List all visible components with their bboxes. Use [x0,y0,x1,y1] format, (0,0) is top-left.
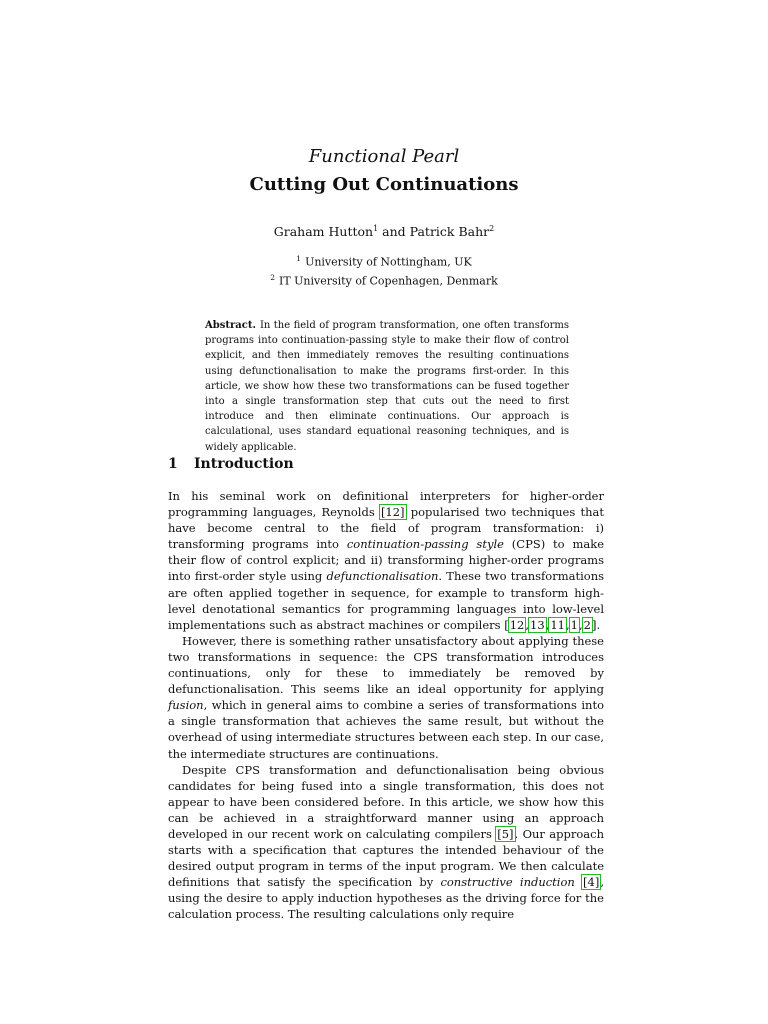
author-connector: and [378,224,410,240]
author-line [0,224,768,239]
citation-link[interactable]: [12] [380,505,405,520]
citation-link[interactable]: 1 [570,617,578,632]
paper-kicker: Functional Pearl [308,146,460,167]
section-number: 1 [168,456,178,472]
text-run: , using the desire to apply induction hypotheses as the driving force for the calculation process. The resulting calculations only require [168,875,604,922]
affiliation-mark: 2 [270,272,275,282]
emphasis: continuation-passing style [346,537,504,552]
text-run: . Our approach starts with a specification that captures the intended behaviour of the desired output program in terms of the input program. We then calculate definitions that satisfy the specification by [168,826,604,890]
text-run: Despite CPS transformation and defunctionalisation being obvious candidates for being fused into a single transformation, this does not appear to have been considered before. In this article, we show how this can be achieved in a straightforward manner using an approach developed in our recent work on calculating compilers [168,762,604,841]
citation-link[interactable]: 13 [530,617,545,632]
text-run: , which in general aims to combine a series of transformations into a single transformation that achieves the same result, but without the overhead of using intermediate structures between each step. In our case, the intermediate structures are continuations. [168,698,604,761]
section-heading [168,456,294,472]
citation-group: [12,13,11,1,2] [504,617,597,632]
citation-link[interactable]: [5] [497,826,514,841]
text-run [575,875,582,889]
text-run: However, there is something rather unsatisfactory about applying these two transformations in sequence: the CPS transformation introduces continuations, only for these to immediately be removed by defunctionalisation. This seems like an ideal opportunity for applying [168,633,604,697]
paragraph [168,633,604,762]
citation-link[interactable]: [4] [583,875,600,890]
affiliation-item [0,270,768,289]
abstract-label: Abstract. [205,320,256,331]
emphasis: constructive induction [440,875,575,890]
text-run: . These two transformations are often applied together in sequence, for example to transform high-level denotational semantics for programming languages into low-level implementations such as abstract machines or compilers [168,569,604,632]
abstract-text: In the field of program transformation, one often transforms programs into continuation-passing style to make their flow of control explicit, and then immediately removes the resulting continuations using defunctionalisation to make the programs first-order. In this article, we show how these two transformations can be fused together into a single transformation step that cuts out the need to first introduce and then eliminate continuations. Our approach is calculational, uses standard equational reasoning techniques, and is widely applicable. [205,320,569,453]
text-run: In his seminal work on definitional interpreters for higher-order programming languages, Reynolds [168,489,604,520]
text-run: (CPS) to make their flow of control explicit; and ii) transforming higher-order programs into first-order style using [168,537,604,584]
affiliation-mark: 1 [296,254,302,263]
affiliation-item [0,251,768,270]
paragraph [168,488,604,633]
affiliation-mark: 2 [489,224,495,233]
paper-title: Cutting Out Continuations [249,174,519,195]
body-text [168,488,604,923]
text-run: popularised two techniques that have become central to the field of program transformation: i) transforming programs into [168,505,604,552]
emphasis: defunctionalisation [326,569,439,584]
section-title: Introduction [194,456,294,472]
emphasis: fusion [168,698,204,713]
author-name: Patrick Bahr [409,224,490,240]
author-name: Graham Hutton [273,224,374,240]
abstract [205,318,569,455]
affiliation-text: IT University of Copenhagen, Denmark [278,274,498,288]
citation-link[interactable]: 12 [509,617,525,632]
affiliations [0,251,768,288]
affiliation-mark: 1 [373,224,379,233]
citation-link[interactable]: 11 [550,617,565,632]
paragraph [168,762,604,923]
text-run: . [596,617,601,632]
affiliation-text: University of Nottingham, UK [305,255,472,269]
citation-link[interactable]: 2 [583,617,591,632]
